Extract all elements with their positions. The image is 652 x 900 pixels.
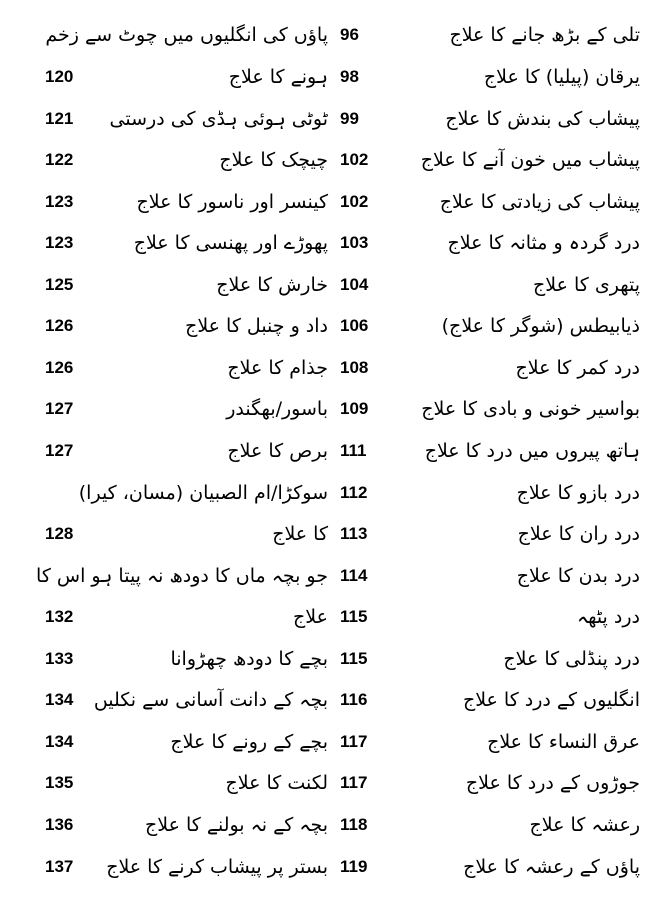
entry-page-number: 115 — [340, 649, 368, 668]
entry-title: بچے کے رونے کا علاج — [170, 731, 328, 753]
entry-page-number: 111 — [340, 441, 367, 460]
entry-title: تلی کے بڑھ جانے کا علاج — [449, 24, 640, 46]
entry-title: ہاتھ پیروں میں درد کا علاج — [424, 440, 640, 462]
entry-title: جو بچہ ماں کا دودھ نہ پیتا ہو اس کا — [36, 565, 328, 587]
entry-title: درد پنڈلی کا علاج — [503, 648, 640, 670]
entry-page-number — [45, 472, 100, 514]
entry-title: برص کا علاج — [227, 440, 328, 462]
entry-page-number: 127 — [45, 441, 74, 460]
toc-row — [0, 264, 652, 306]
entry-title: رعشہ کا علاج — [529, 814, 640, 836]
entry-page-number: 125 — [45, 275, 74, 294]
entry-title: باسور/بھگندر — [226, 398, 328, 420]
entry-title: یرقان (پیلیا) کا علاج — [483, 66, 640, 88]
entry-page-number: 122 — [45, 150, 74, 169]
entry-page-number: 102 — [340, 150, 369, 169]
toc-row — [0, 222, 652, 264]
toc-row — [0, 472, 652, 514]
entry-page-number: 123 — [45, 192, 74, 211]
entry-title: درد ران کا علاج — [517, 523, 640, 545]
entry-page-number: 121 — [45, 109, 74, 128]
entry-title: درد گردہ و مثانہ کا علاج — [447, 232, 640, 254]
entry-page-number: 118 — [340, 815, 368, 834]
entry-title: لکنت کا علاج — [225, 772, 328, 794]
entry-title: کا علاج — [272, 523, 328, 545]
entry-title: ہونے کا علاج — [228, 66, 328, 88]
entry-title: درد پٹھہ — [576, 606, 640, 628]
toc-row — [0, 388, 652, 430]
entry-page-number: 116 — [340, 690, 368, 709]
entry-page-number: 134 — [45, 690, 74, 709]
toc-row — [0, 679, 652, 721]
toc-row — [0, 846, 652, 888]
toc-row — [0, 596, 652, 638]
entry-title: ٹوٹی ہوئی ہڈی کی درستی — [109, 108, 328, 130]
entry-title: بچہ کے دانت آسانی سے نکلیں — [93, 689, 328, 711]
entry-title: جذام کا علاج — [227, 357, 328, 379]
toc-row — [0, 721, 652, 763]
entry-page-number: 106 — [340, 316, 369, 335]
entry-title: پاؤں کی انگلیوں میں چوٹ سے زخم — [45, 24, 328, 46]
entry-page-number: 126 — [45, 358, 74, 377]
toc-row — [0, 305, 652, 347]
toc-row — [0, 181, 652, 223]
entry-title: درد بدن کا علاج — [516, 565, 640, 587]
entry-title: کینسر اور ناسور کا علاج — [136, 191, 328, 213]
toc-row — [0, 555, 652, 597]
entry-title: بچہ کے نہ بولنے کا علاج — [144, 814, 328, 836]
entry-page-number: 115 — [340, 607, 368, 626]
entry-title: پتھری کا علاج — [533, 274, 640, 296]
entry-page-number: 96 — [340, 25, 359, 44]
toc-row — [0, 14, 652, 56]
entry-page-number: 108 — [340, 358, 369, 377]
toc-row — [0, 513, 652, 555]
entry-page-number: 113 — [340, 524, 368, 543]
entry-title: بواسیر خونی و بادی کا علاج — [421, 398, 640, 420]
entry-title: بچے کا دودھ چھڑوانا — [170, 648, 328, 670]
toc-row — [0, 347, 652, 389]
entry-page-number: 117 — [340, 773, 368, 792]
toc-row — [0, 139, 652, 181]
entry-page-number — [45, 14, 100, 56]
toc-row — [0, 56, 652, 98]
entry-title: انگلیوں کے درد کا علاج — [462, 689, 640, 711]
entry-title: درد بازو کا علاج — [516, 482, 640, 504]
entry-title: داد و چنبل کا علاج — [185, 315, 328, 337]
entry-page-number: 134 — [45, 732, 74, 751]
entry-page-number: 104 — [340, 275, 369, 294]
entry-title: بستر پر پیشاب کرنے کا علاج — [106, 856, 328, 878]
entry-title: خارش کا علاج — [216, 274, 328, 296]
entry-page-number: 98 — [340, 67, 359, 86]
toc-row — [0, 638, 652, 680]
toc-row — [0, 762, 652, 804]
entry-page-number: 117 — [340, 732, 368, 751]
entry-page-number: 126 — [45, 316, 74, 335]
entry-title: علاج — [293, 606, 328, 628]
entry-page-number: 120 — [45, 67, 74, 86]
entry-title: عرق النساء کا علاج — [487, 731, 640, 753]
entry-page-number: 99 — [340, 109, 359, 128]
entry-page-number: 127 — [45, 399, 74, 418]
entry-page-number: 136 — [45, 815, 74, 834]
entry-title: پیشاب میں خون آنے کا علاج — [420, 149, 640, 171]
toc-row — [0, 804, 652, 846]
entry-title: درد کمر کا علاج — [515, 357, 640, 379]
entry-page-number: 128 — [45, 524, 74, 543]
entry-page-number: 137 — [45, 857, 74, 876]
entry-page-number: 135 — [45, 773, 74, 792]
entry-title: سوکڑا/ام الصبیان (مسان، کیرا) — [78, 482, 328, 504]
entry-page-number: 133 — [45, 649, 74, 668]
entry-page-number: 132 — [45, 607, 74, 626]
entry-title: پھوڑے اور پھنسی کا علاج — [133, 232, 328, 254]
entry-title: ذیابیطس (شوگر کا علاج) — [441, 315, 640, 337]
entry-page-number — [45, 555, 100, 597]
entry-page-number: 114 — [340, 566, 368, 585]
toc-row — [0, 430, 652, 472]
entry-page-number: 102 — [340, 192, 369, 211]
entry-page-number: 112 — [340, 483, 368, 502]
entry-title: چیچک کا علاج — [219, 149, 328, 171]
entry-page-number: 103 — [340, 233, 369, 252]
toc-row — [0, 98, 652, 140]
entry-title: پیشاب کی زیادتی کا علاج — [439, 191, 640, 213]
entry-page-number: 109 — [340, 399, 369, 418]
entry-title: پیشاب کی بندش کا علاج — [445, 108, 640, 130]
entry-page-number: 119 — [340, 857, 368, 876]
entry-title: پاؤں کے رعشہ کا علاج — [463, 856, 640, 878]
entry-page-number: 123 — [45, 233, 74, 252]
entry-title: جوڑوں کے درد کا علاج — [465, 772, 640, 794]
